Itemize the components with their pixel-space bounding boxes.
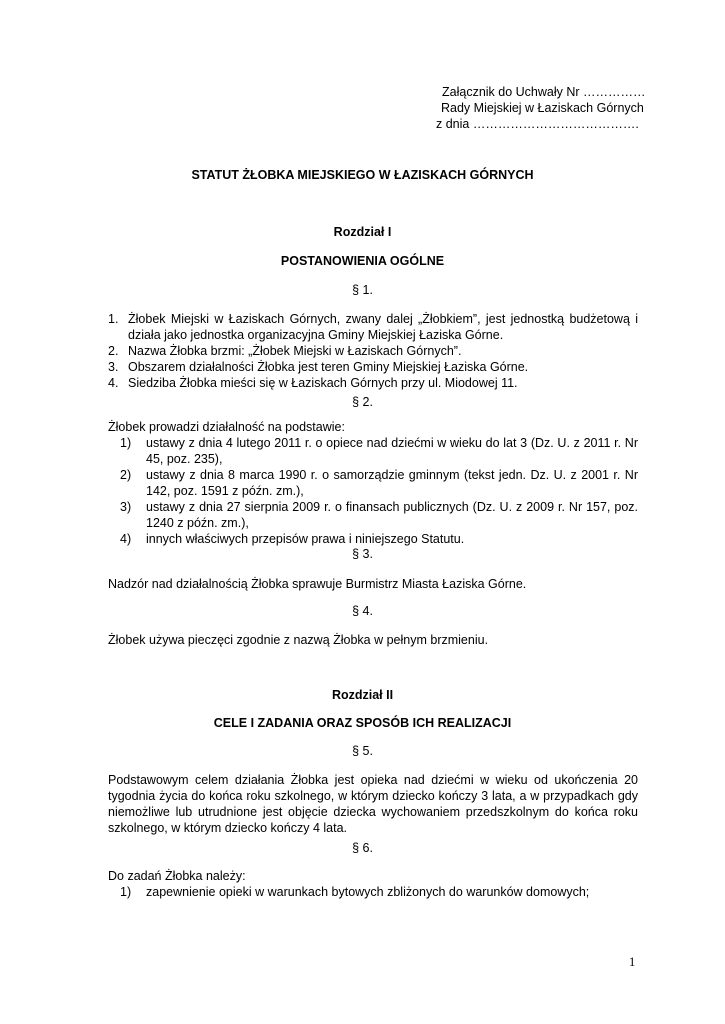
section-2-list bbox=[120, 435, 638, 547]
chapter-1-subheading: POSTANOWIENIA OGÓLNE bbox=[280, 254, 445, 268]
annex-line-3: z dnia …………………………………. bbox=[436, 117, 639, 131]
section-6-intro: Do zadań Żłobka należy: bbox=[108, 869, 246, 883]
list-item: 4. Siedziba Żłobka mieści się w Łaziskach Górnych przy ul. Miodowej 11. bbox=[108, 376, 518, 390]
chapter-2-heading: Rozdział II bbox=[331, 688, 394, 702]
page-number: 1 bbox=[629, 955, 636, 969]
section-3-text: Nadzór nad działalnością Żłobka sprawuje Burmistrz Miasta Łaziska Górne. bbox=[108, 577, 527, 591]
list-item: 1) ustawy z dnia 4 lutego 2011 r. o opiece nad dziećmi w wieku do lat 3 (Dz. U. z 2011 r. Nr 45, poz. 235), bbox=[120, 436, 638, 466]
list-item: 1) zapewnienie opieki w warunkach bytowych zbliżonych do warunków domowych; bbox=[120, 885, 590, 899]
document-title: STATUT ŻŁOBKA MIEJSKIEGO W ŁAZISKACH GÓRNYCH bbox=[191, 168, 534, 182]
list-item: 4) innych właściwych przepisów prawa i niniejszego Statutu. bbox=[120, 532, 465, 546]
list-item: 3. Obszarem działalności Żłobka jest teren Gminy Miejskiej Łaziska Górne. bbox=[108, 360, 529, 374]
annex-line-2: Rady Miejskiej w Łaziskach Górnych bbox=[441, 101, 644, 115]
section-2-intro: Żłobek prowadzi działalność na podstawie: bbox=[108, 420, 345, 434]
annex-line-1: Załącznik do Uchwały Nr …………… bbox=[442, 85, 646, 99]
section-6-list bbox=[120, 884, 638, 900]
chapter-2-subheading: CELE I ZADANIA ORAZ SPOSÓB ICH REALIZACJI bbox=[213, 716, 512, 730]
list-item: 3) ustawy z dnia 27 sierpnia 2009 r. o finansach publicznych (Dz. U. z 2009 r. Nr 157, poz. 1240 z późn. zm.), bbox=[120, 500, 638, 530]
section-4-mark: § 4. bbox=[352, 604, 373, 618]
section-5-text: Podstawowym celem działania Żłobka jest opieka nad dziećmi w wieku od ukończenia 20 tygodnia życia do końca roku szkolnego, w którym dziecko kończy 3 lata, a w przypadkach gdy niemożliwe lub utrudnione jest objęcie dziecka wychowaniem przedszkolnym do końca roku szkolnego, w którym dziecko kończy 4 lata. bbox=[108, 773, 638, 835]
chapter-1-heading: Rozdział I bbox=[333, 225, 392, 239]
list-item: 2. Nazwa Żłobka brzmi: „Żłobek Miejski w Łaziskach Górnych”. bbox=[108, 344, 462, 358]
section-1-mark: § 1. bbox=[352, 283, 373, 297]
section-2-mark: § 2. bbox=[352, 395, 373, 409]
list-item: 2) ustawy z dnia 8 marca 1990 r. o samorządzie gminnym (tekst jedn. Dz. U. z 2001 r. Nr 142, poz. 1591 z późn. zm.), bbox=[120, 468, 638, 498]
section-5-mark: § 5. bbox=[352, 744, 373, 758]
section-3-mark: § 3. bbox=[352, 547, 373, 561]
section-4-text: Żłobek używa pieczęci zgodnie z nazwą Żłobka w pełnym brzmieniu. bbox=[108, 633, 489, 647]
section-1-list bbox=[108, 311, 638, 391]
section-6-mark: § 6. bbox=[352, 841, 373, 855]
annex-header bbox=[436, 84, 646, 132]
list-item: 1. Żłobek Miejski w Łaziskach Górnych, zwany dalej „Żłobkiem”, jest jednostką budżetową i działa jako jednostka organizacyjna Gminy Miejskiej Łaziska Górne. bbox=[108, 312, 638, 342]
